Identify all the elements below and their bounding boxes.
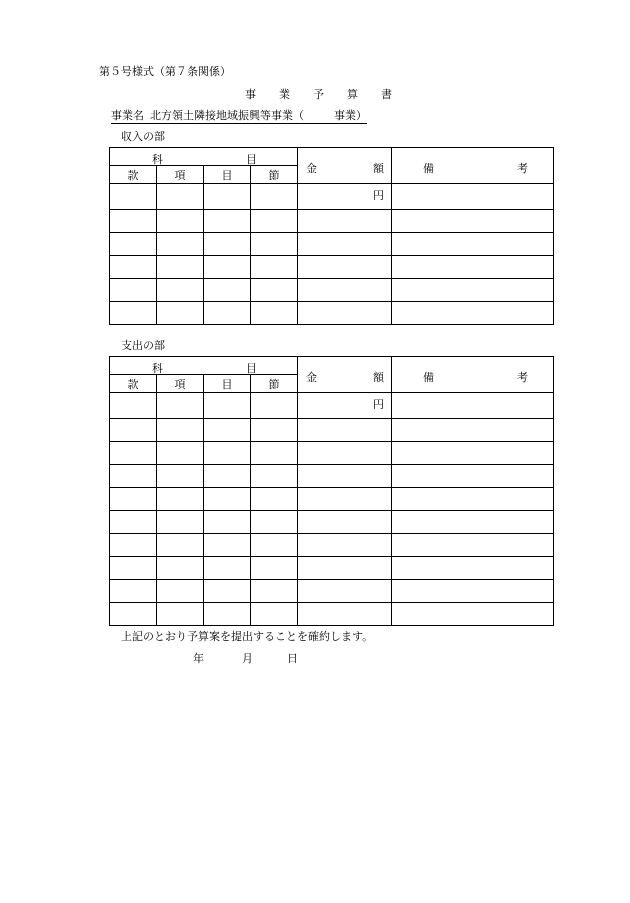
cell-moku[interactable] (204, 210, 251, 233)
cell-amount[interactable] (298, 511, 392, 534)
cell-setsu[interactable] (251, 580, 298, 603)
cell-note[interactable] (392, 302, 554, 325)
cell-note[interactable] (392, 419, 554, 442)
table-row (110, 184, 554, 210)
cell-kan[interactable] (110, 534, 157, 557)
cell-note[interactable] (392, 256, 554, 279)
cell-amount[interactable] (298, 465, 392, 488)
cell-kan[interactable] (110, 210, 157, 233)
cell-moku[interactable] (204, 557, 251, 580)
cell-moku[interactable] (204, 393, 251, 419)
cell-moku[interactable] (204, 580, 251, 603)
kamoku-header (110, 148, 298, 166)
income-section-title: 収入の部 (121, 130, 165, 143)
cell-amount[interactable] (298, 279, 392, 302)
amount-right: 額 (373, 371, 384, 384)
document-title: 事業予算書 (245, 88, 415, 101)
cell-setsu[interactable] (251, 534, 298, 557)
note-header (392, 357, 554, 393)
cell-kan[interactable] (110, 233, 157, 256)
cell-note[interactable] (392, 580, 554, 603)
date-day-label: 日 (287, 652, 298, 665)
table-row (110, 419, 554, 442)
cell-setsu[interactable] (251, 233, 298, 256)
cell-kou[interactable] (157, 580, 204, 603)
cell-amount[interactable]: 円 (298, 184, 392, 210)
cell-kan[interactable] (110, 442, 157, 465)
cell-setsu[interactable] (251, 302, 298, 325)
cell-kan[interactable] (110, 393, 157, 419)
form-number: 第５号様式（第７条関係） (99, 65, 231, 78)
cell-amount[interactable] (298, 419, 392, 442)
cell-setsu[interactable] (251, 393, 298, 419)
cell-moku[interactable] (204, 603, 251, 626)
cell-moku[interactable] (204, 488, 251, 511)
cell-kan[interactable] (110, 419, 157, 442)
cell-kou[interactable] (157, 279, 204, 302)
cell-amount[interactable]: 円 (298, 393, 392, 419)
business-name-line (111, 110, 367, 124)
col-kou: 項 (157, 375, 204, 393)
cell-kou[interactable] (157, 184, 204, 210)
cell-amount[interactable] (298, 302, 392, 325)
confirm-text: 上記のとおり予算案を提出することを確約します。 (121, 630, 374, 643)
cell-note[interactable] (392, 279, 554, 302)
cell-note[interactable] (392, 603, 554, 626)
cell-kou[interactable] (157, 233, 204, 256)
col-moku: 目 (204, 375, 251, 393)
business-suffix: 事業） (334, 109, 367, 122)
amount-header (298, 357, 392, 393)
table-row (110, 393, 554, 419)
cell-kan[interactable] (110, 557, 157, 580)
cell-kou[interactable] (157, 465, 204, 488)
business-label: 事業名 (111, 109, 144, 122)
amount-left: 金 (306, 162, 317, 175)
col-setsu: 節 (251, 166, 298, 184)
table-row (110, 279, 554, 302)
cell-kou[interactable] (157, 210, 204, 233)
cell-setsu[interactable] (251, 279, 298, 302)
amount-left: 金 (306, 371, 317, 384)
cell-kan[interactable] (110, 488, 157, 511)
cell-kou[interactable] (157, 393, 204, 419)
cell-kou[interactable] (157, 256, 204, 279)
cell-kou[interactable] (157, 511, 204, 534)
cell-kan[interactable] (110, 511, 157, 534)
table-row (110, 557, 554, 580)
note-left: 備 (423, 162, 434, 175)
cell-setsu[interactable] (251, 210, 298, 233)
cell-note[interactable] (392, 557, 554, 580)
cell-kan[interactable] (110, 302, 157, 325)
col-kan: 款 (110, 166, 157, 184)
cell-moku[interactable] (204, 511, 251, 534)
note-left: 備 (423, 371, 434, 384)
note-header (392, 148, 554, 184)
cell-amount[interactable] (298, 603, 392, 626)
note-right: 考 (517, 371, 528, 384)
note-right: 考 (517, 162, 528, 175)
cell-setsu[interactable] (251, 184, 298, 210)
cell-note[interactable] (392, 511, 554, 534)
cell-amount[interactable] (298, 233, 392, 256)
cell-amount[interactable] (298, 534, 392, 557)
cell-setsu[interactable] (251, 557, 298, 580)
cell-kou[interactable] (157, 603, 204, 626)
cell-setsu[interactable] (251, 488, 298, 511)
cell-kou[interactable] (157, 442, 204, 465)
cell-kou[interactable] (157, 302, 204, 325)
table-row (110, 210, 554, 233)
amount-header (298, 148, 392, 184)
cell-setsu[interactable] (251, 442, 298, 465)
table-row (110, 233, 554, 256)
table-row (110, 580, 554, 603)
col-setsu: 節 (251, 375, 298, 393)
col-kou: 項 (157, 166, 204, 184)
cell-moku[interactable] (204, 302, 251, 325)
cell-kou[interactable] (157, 488, 204, 511)
cell-setsu[interactable] (251, 465, 298, 488)
col-moku: 目 (204, 166, 251, 184)
cell-kan[interactable] (110, 256, 157, 279)
table-row (110, 603, 554, 626)
expense-table (109, 356, 554, 626)
cell-note[interactable] (392, 442, 554, 465)
business-name: 北方領土隣接地域振興等事業（ (150, 109, 304, 122)
cell-amount[interactable] (298, 256, 392, 279)
table-row (110, 511, 554, 534)
cell-setsu[interactable] (251, 419, 298, 442)
date-year-label: 年 (193, 652, 204, 665)
cell-moku[interactable] (204, 256, 251, 279)
cell-note[interactable] (392, 488, 554, 511)
kamoku-left: 科 (152, 153, 163, 166)
cell-moku[interactable] (204, 442, 251, 465)
cell-amount[interactable] (298, 210, 392, 233)
cell-moku[interactable] (204, 279, 251, 302)
table-row (110, 442, 554, 465)
kamoku-right: 目 (246, 153, 257, 166)
kamoku-left: 科 (152, 362, 163, 375)
kamoku-right: 目 (246, 362, 257, 375)
cell-setsu[interactable] (251, 256, 298, 279)
cell-amount[interactable] (298, 557, 392, 580)
cell-setsu[interactable] (251, 603, 298, 626)
table-row (110, 488, 554, 511)
table-row (110, 302, 554, 325)
cell-moku[interactable] (204, 419, 251, 442)
cell-note[interactable] (392, 465, 554, 488)
table-row (110, 256, 554, 279)
cell-moku[interactable] (204, 184, 251, 210)
date-line (193, 653, 298, 664)
cell-kou[interactable] (157, 419, 204, 442)
cell-kan[interactable] (110, 580, 157, 603)
cell-note[interactable] (392, 184, 554, 210)
expense-section-title: 支出の部 (121, 339, 165, 352)
kamoku-header (110, 357, 298, 375)
cell-kou[interactable] (157, 534, 204, 557)
cell-note[interactable] (392, 534, 554, 557)
cell-moku[interactable] (204, 465, 251, 488)
cell-kan[interactable] (110, 279, 157, 302)
cell-amount[interactable] (298, 442, 392, 465)
cell-note[interactable] (392, 393, 554, 419)
cell-kan[interactable] (110, 603, 157, 626)
cell-moku[interactable] (204, 233, 251, 256)
income-table (109, 147, 554, 325)
cell-note[interactable] (392, 233, 554, 256)
cell-kan[interactable] (110, 465, 157, 488)
date-month-label: 月 (242, 652, 253, 665)
cell-moku[interactable] (204, 534, 251, 557)
cell-setsu[interactable] (251, 511, 298, 534)
amount-right: 額 (373, 162, 384, 175)
cell-kan[interactable] (110, 184, 157, 210)
table-row (110, 465, 554, 488)
col-kan: 款 (110, 375, 157, 393)
cell-amount[interactable] (298, 488, 392, 511)
cell-kou[interactable] (157, 557, 204, 580)
cell-amount[interactable] (298, 580, 392, 603)
cell-note[interactable] (392, 210, 554, 233)
table-row (110, 534, 554, 557)
